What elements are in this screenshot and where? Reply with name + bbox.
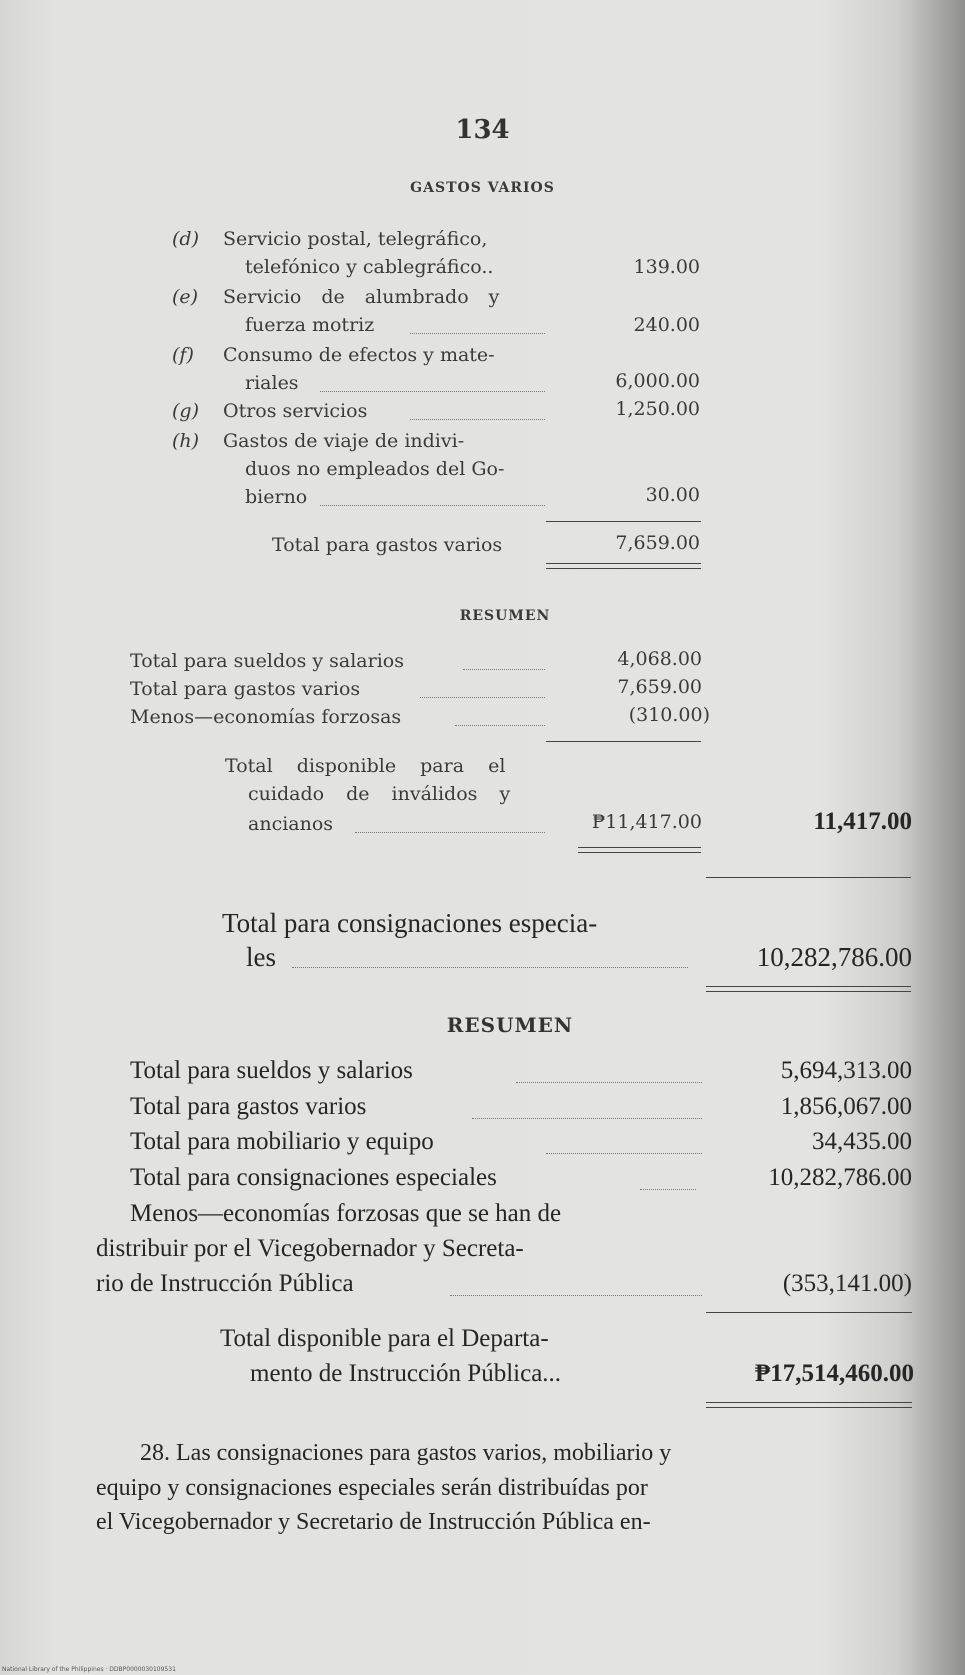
resumen2-amount: 5,694,313.00 [780,1057,912,1084]
total-double-rule [578,847,701,853]
resumen-amount: 7,659.00 [617,676,702,698]
resumen-heading: RESUMEN [459,608,551,624]
item-text: Otros servicios [223,400,368,422]
resumen-amount: (310.00) [628,704,710,726]
subtotal-rule [546,521,701,522]
especiales-label: les [246,942,276,972]
item-text: Consumo de efectos y mate- [223,344,495,366]
paragraph-line: el Vicegobernador y Secretario de Instrucción Pública en- [96,1509,651,1535]
subtotal-rule [706,1312,912,1313]
dot-leader [410,419,545,420]
dot-leader [292,967,688,968]
item-amount: 30.00 [645,484,700,506]
resumen2-total-amount: ₱17,514,460.00 [754,1360,914,1387]
paragraph-line: 28. Las consignaciones para gastos varios, mobiliario y [140,1440,672,1466]
item-text: Gastos de viaje de indivi- [223,430,465,452]
page-number: 134 [455,115,510,145]
item-amount: 240.00 [633,314,700,336]
resumen2-total-label: Total disponible para el Departa- [220,1325,549,1352]
resumen2-label: Total para gastos varios [130,1093,367,1120]
item-text: riales [245,372,299,394]
dot-leader [472,1118,702,1119]
item-amount: 139.00 [633,256,700,278]
footer-note: National Library of the Philippines · DDBP0000030109531 [2,1666,176,1673]
paragraph-line: equipo y consignaciones especiales serán distribuídas por [96,1475,648,1501]
resumen-total-label: cuidado de inválidos y [248,783,511,805]
resumen2-label: Total para mobiliario y equipo [130,1128,434,1155]
resumen-label: Menos—economías forzosas [130,706,402,728]
dot-leader [463,669,545,670]
resumen2-amount: 10,282,786.00 [768,1164,912,1191]
dot-leader [450,1295,702,1296]
resumen-total-amount-outer: 11,417.00 [813,808,912,835]
item-amount: 1,250.00 [615,398,700,420]
resumen2-label: Total para consignaciones especiales [130,1164,497,1191]
item-letter: (e) [172,286,199,308]
resumen-total-label: Total disponible para el [225,755,506,777]
item-letter: (d) [172,228,199,250]
dot-leader [640,1189,696,1190]
item-text: duos no empleados del Go- [245,458,505,480]
item-letter: (f) [172,344,194,366]
gastos-heading: GASTOS VARIOS [410,180,555,196]
item-text: telefónico y cablegráfico.. [245,256,494,278]
subtotal-rule [546,741,701,742]
dot-leader [420,697,545,698]
dot-leader [546,1153,702,1154]
dot-leader [320,505,545,506]
menos-amount: (353,141.00) [782,1270,912,1297]
item-letter: (g) [172,400,199,422]
item-letter: (h) [172,430,200,452]
especiales-amount: 10,282,786.00 [756,942,912,972]
item-text: Servicio de alumbrado y [223,286,500,308]
resumen2-amount: 34,435.00 [812,1128,912,1155]
dot-leader [516,1082,702,1083]
resumen-total-label: ancianos [248,813,334,835]
dot-leader [355,832,545,833]
menos-text: Menos—economías forzosas que se han de [130,1200,562,1227]
gastos-total-label: Total para gastos varios [272,534,503,556]
resumen-label: Total para sueldos y salarios [130,650,404,672]
resumen2-total-label: mento de Instrucción Pública... [250,1360,562,1387]
resumen-amount: 4,068.00 [617,648,702,670]
resumen-total-amount: ₱11,417.00 [591,811,702,833]
dot-leader [320,391,545,392]
resumen2-amount: 1,856,067.00 [780,1093,912,1120]
resumen-label: Total para gastos varios [130,678,361,700]
item-text: fuerza motriz [245,314,375,336]
total-double-rule [546,563,701,569]
total-double-rule [706,1402,912,1408]
menos-text: distribuir por el Vicegobernador y Secreta- [96,1235,524,1262]
dot-leader [455,725,545,726]
resumen2-heading: RESUMEN [446,1013,574,1037]
total-double-rule [706,986,911,992]
section-rule [706,877,911,878]
especiales-label: Total para consignaciones especia- [222,908,598,938]
menos-text: rio de Instrucción Pública [96,1270,354,1297]
resumen2-label: Total para sueldos y salarios [130,1057,413,1084]
item-text: bierno [245,486,308,508]
item-amount: 6,000.00 [615,370,700,392]
dot-leader [410,333,545,334]
gastos-total-amount: 7,659.00 [615,532,700,554]
item-text: Servicio postal, telegráfico, [223,228,488,250]
